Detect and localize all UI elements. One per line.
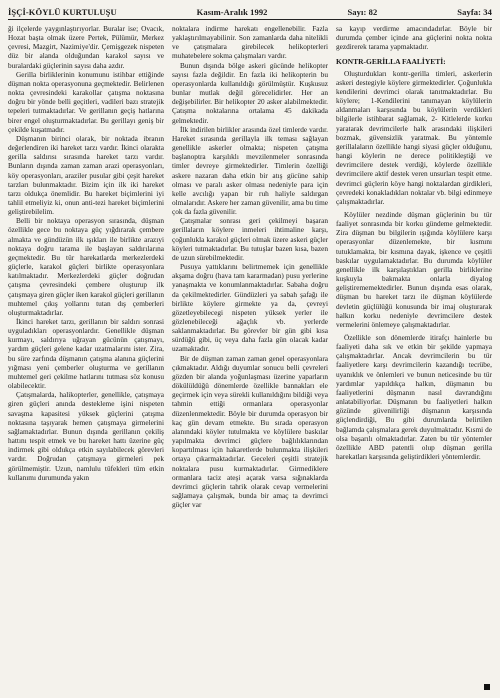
spacer xyxy=(336,51,492,55)
paragraph: Bir de düşman zaman zaman genel operasyonlara çıkmaktadır. Aldığı duyumlar sonucu belli çevreleri gözden bir alanda yoğunlaşması üzerine yaparların dökülüldüğü dönemlerde özellikle bannakları ele geçirmek için veya sürekli kullanıldığını bildiği veya tahmin ettiği ormanlara operasyonlar düzenlenmektedir. Böyle bir durumda operasyon bir kaç gün devam etmekte. Bu sırada operasyon alanındaki köyler tutulmakta ve köylülere baskılar yapılmakta devrimci güçlere bağlılıklarından kopartılması için hakaretlerde bulunmakta ilişkileri ortaya çıkarmaktadırlar. Geceleri çeşitli stratejik noktalara pusu kurmaktadırlar. Girmediklere ormanlara taciz ateşi açarak varsa sığınaklarda devrimci güçlerin tahrik olarak cevap vermelerini sağlamaya çalışmak, bunda bir amaç ta devrimci güçler var xyxy=(172,353,328,510)
paragraph: sa kayıp verdirme amacındadırlar. Böyle bir durumda çember içinde ana güçlerini nokta nokta gezdirerek tarama yapmaktadır. xyxy=(336,24,492,52)
paragraph: Pusuya yattıklarını belirtmemek için genellikle akşama doğru (hava tam kararmadan) pusu yerlerine yanaşmakta ve konumlanmaktadırlar. Sabaha doğru da çekilmektedirler. Gündüzleri ya sabah şafağı ile birlikte köylere girmekte ya da, çevreyi gözetleyebilecegi nispeten yüksek yerler ile gözlenebileceği ağaçlık vb. yerlerde saklanmaktadırlar. Bu görevler bir gün gibi kısa sürdüğü gibi, üç veya daha fazla gün olacak kadar uzamaktadır. xyxy=(172,262,328,354)
issue-date: Kasım-Aralık 1992 xyxy=(196,7,268,17)
paragraph: Çatışmalar sonrası geri çekilmeyi başaran gerillaların köylere inmeleri ihtimaline karşı, çoğunlukla karakol güçleri olmak üzere askeri güçler köyleri tutmaktadırlar. Bu tutuşlar bazen kısa, bazen de uzun sürebilmektedir. xyxy=(172,216,328,262)
paragraph: Gerilla birliklerinin konumunu istihbar ettiğinde düşman nokta operasyonuna geçmektedir. Belirlenen nokta çevresindeki karakollar çatışma noktasına doğru bir yönde belli geçitleri, vadileri bazı stratejik tepeleri tutmaktadırlar. Ve gerillanın geçiş hatlarına birer engel oluşturmaktadırlar. Bu gerillayı geniş bir çekilde kuşatmadır. xyxy=(8,69,164,134)
paragraph: Belli bir noktaya operasyon sırasında, düşman özellikle gece bu noktaya güç yığdırarak çembere almakta ve gündüzün ilk ışıkları ile birlikte arazıyi noktaya doğru tarama ile başlayan saldırılarına geçmektedir. Bu tür harekatlarda merkezlerdeki güçlerle, karakol güçleri birlikte operasyonlara katılmaktadır. Merkezlerdeki güçler doğrudan çatışma çevresindeki çembere oluşturup ilk çatışmaya giren güçler iken karakol güçleri gerillanın muhtemel çıkış yollarını tutan dış çemberleri oluşturmaktadırlar. xyxy=(8,216,164,317)
paragraph: Özellikle son dönemlerde itirafçı hainlerle bu faaliyeti daha sık ve etkin bir şekilde yapmaya çalışmaktadırlar. Ancak devrimcilerin bu tür faaliyetlere karşı devrimcilerin kazandığı tecrübe, uyanıklık ve önlemleri ve bunun neticesinde bu tür yardımlar yapıldıkça halkın, düşmanın bu faaliyetlerini düşmanın nasıl davrandığını anlatabiliyorlar. Düşmanın bu faaliyetleri halkın gözünde güvenilirliği düşmanın karşısında güçlendirdiği, Bu gibi durumlarda belirtilen bağlamda çalışmalara gerek duyulmaktadır. Kısmi de olsa başarılı olmaktadırlar. Zaten bu tür yöntemler özellikle ABD patentli olup düşman gerilla harekatları karşısında geliştirdikleri yöntemlerdir. xyxy=(336,333,492,462)
paragraph: Çatışmalarda, halikopterler, genellikle, çatışmaya giren güçleri anında destekleme işini nispeten savaşma kapasitesi yüksek güçlerini çatışma noktasına taşıyarak hemen çatışmaya girmelerini sağlamaktadırlar. Bunun dışında gerillanın çekiliş hattını tespit etmek ve bu hareket hattı üzerine güç indirmek gibi oldukça etkin sayılabilecek görevleri vardır. Doğrudan çatışmaya girmeleri pek görülmemiştir. Uzun, namlulu tüfekleri tüm etkin kullanımı durumunda yakın xyxy=(8,390,164,482)
paragraph: İlk indirilen birlikler arasında özel timlerde vardır. Hareket sırasında gerillayla ilk teması sağlayan genellikle askerler olmakta; nispeten çatışma başlanoptra karşılıklı mevzilenmeler sonrasında timler devreye girmektedirler. Timlerin özelliği askere nazaran daha etkin bir atış gücüne sahip olması ve paralı asker olması nedeniyle para için kelle avcılığı yapan bir ruh haliyle saldırgan olmalarıdır. Askere her zaman güvenilir, ama bu time çok da fazla güvenilir. xyxy=(172,124,328,217)
publication-title: İŞÇİ-KÖYLÜ KURTULUŞU xyxy=(8,7,117,17)
column-2 xyxy=(172,24,328,688)
column-3 xyxy=(336,24,492,688)
end-of-article-mark xyxy=(484,684,490,690)
page-header xyxy=(8,4,492,17)
paragraph: Köylüler nezdinde düşman güçlerinin bu tür faaliyet sonrasında bir korku gündeme gelmektedir. Zira düşman bu bilgilerin ışığında köylülere karşı operasyonlar düzenlemekte, bir kısmını tutuklamakta, bir kısmına dayak, işkence ve çeşitli baskılar uygulamaktadırlar. Bu durumda köylüler genellikle ilk karşılaştıkları gerilla birliklerine kuşkuyla bakmakta onlarla diyalog geliştirememektedirler. Bunun dışında esas olarak, düşman bu hareket tarzı ile düşman köylülerde devletin güçlülüğü konusunda bir imaj oluşturarak halkın korku nedeniyle devrimcilere destek vermelerini önlemeye çalışmaktadırlar. xyxy=(336,209,492,329)
paragraph: Düşmanın birinci olarak, bir noktada ibranın değerlendiren iki hareket tarzı vardır. İkinci olarakta gerilla saldırısı sırasında hareket tarzı vardır. Bunların dışında zaman zaman arazi operasyonları, köy operasyonları, araziler pusular gibi çeşit hareket tarzları bulunmaktadır. Bizim için ilk iki hareket tarzı oldukça önemlidir. Bu hareket biçimlerini iyi tahlil etmeliyiz ki, onun anti-tezi hareket biçimlerini geliştirebilelim. xyxy=(8,133,164,217)
paragraph: ği ilçelerde yaygınlaştırıyorlar. Buralar ise; Ovacık, Hozat başta olmak üzere Pertek, Pülümür, Merkez çevresi, Mazgirt, Nazimiye'dir. Çemişgezek nispeten düz bir alanda olduğundan karakol sayısı ve buralardaki güçlerinin sayısı daha azdır. xyxy=(8,24,164,70)
paragraph: Bunun dışında bölge askeri gücünde helikopter sayısı fazla değildir. En fazla iki helikopterin bu operasyonlarda kullanıldığı görülmüştür. Kuşkusuz bunlar mutlak değil görecelidirler. Her an değişebilirler. Bir helikopter 20 asker alabilmektedir. Çatışma noktalarına ortalama 45 dakikada gelmektedir. xyxy=(172,60,328,125)
paragraph: Oluşturdukları kontr-gerilla timleri, askerlerin askeri destegiyle köylere girmektedirler. Çoğunlukla kendilerini devrimci olarak tanıtmaktadırlar. Bu köylere; 1-Kendilerini tanımayan köylülerin aldanmaları karşısında bu köylülerin verdikleri bilgilerle istihbarat sağlamak, 2- Kitlelerde korku yaratarak devrimcilerle halk arasındaki ilişkileri bozmak, güvensizlik yaratmak. Bu yöntemle gerillalaların özellikle hangi siyasi güçler olduğunu, hangi köylerin ne derece politikleştiği ve devrimcilere destek verdiği, köylerde özellikle devrimcilere aktif destek veren unsurları tespit etme. devrimci güçlerin köye hangi noktalardan girdikleri, çevredeki konakladıkları noktalar vb. bilgi edinmeye çalışmaktadırlar. xyxy=(336,68,492,206)
page-number: Sayfa: 34 xyxy=(457,7,492,17)
section-heading: KONTR-GERİLLA FAALİYETİ: xyxy=(336,57,446,67)
column-1 xyxy=(8,24,164,688)
header-rule xyxy=(8,19,492,20)
paragraph: İkinci hareket tarzı, gerillanın bir saldırı sonrasi uyguladıkları operasyonlardır. Genellikle düşman kurmayı, saldırıya uğrayan gücünün çatışmayı, yardım güçleri gelene kadar uzatmalarını ister. Zira, bu süre zarfında düşmanın çatışma alanına güçlerini yığması yeni çemberler oluşturma ve gerillanın muhtemel geri çekilme hatlarını tutması söz konusu olabilecektir. xyxy=(8,317,164,391)
paragraph: noktalara indirme harekatı engellenebilir. Fazla yaklaştırılmayabilinir. Son zamanlarda daha nitelikli ve çatışmalara girebilecek helikopterleri muhatebelere sokma çalışmaları vardır. xyxy=(172,24,328,61)
article-body xyxy=(8,24,492,688)
issue-number: Sayı: 82 xyxy=(347,7,378,17)
